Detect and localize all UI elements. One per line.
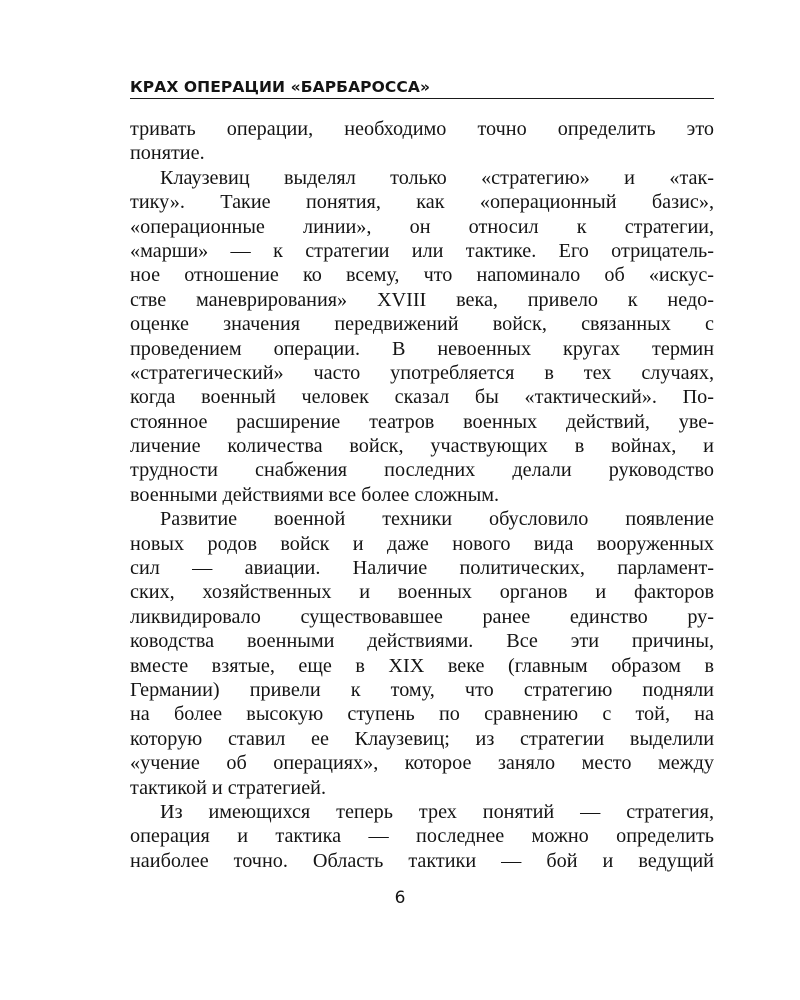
text-line: на более высокую ступень по сравнению с той, на bbox=[130, 703, 714, 726]
text-line: тику». Такие понятия, как «операционный базис», bbox=[130, 191, 714, 214]
text-line: тривать операции, необходимо точно определить это bbox=[130, 118, 714, 140]
text-line: личение количества войск, участвующих в войнах, и bbox=[130, 435, 714, 458]
text-line: тактикой и стратегией. bbox=[130, 776, 327, 799]
body-text bbox=[130, 117, 714, 873]
text-line: ликвидировало существовавшее ранее единство ру- bbox=[130, 605, 714, 628]
text-line: Развитие военной техники обусловило появление bbox=[160, 508, 714, 531]
text-line: «операционные линии», он относил к стратегии, bbox=[130, 215, 714, 238]
text-line: стве маневрирования» XVIII века, привело к недо- bbox=[130, 288, 714, 311]
text-line: ное отношение ко всему, что напоминало об «искус- bbox=[130, 264, 714, 287]
text-line: оценке значения передвижений войск, связанных с bbox=[130, 313, 714, 336]
text-line: новых родов войск и даже нового вида вооруженных bbox=[130, 532, 714, 555]
text-line: трудности снабжения последних делали руководство bbox=[130, 459, 714, 482]
text-line: сил — авиации. Наличие политических, парламент- bbox=[130, 557, 714, 580]
text-line: проведением операции. В невоенных кругах термин bbox=[130, 337, 714, 360]
text-line: «марши» — к стратегии или тактике. Его отрицатель- bbox=[130, 239, 714, 262]
paragraph bbox=[130, 117, 714, 166]
text-line: Клаузевиц выделял только «стратегию» и «так- bbox=[160, 166, 714, 189]
paragraph bbox=[130, 166, 714, 507]
text-line: Из имеющихся теперь трех понятий — стратегия, bbox=[160, 800, 714, 823]
text-line: когда военный человек сказал бы «тактический». По- bbox=[130, 386, 714, 409]
running-header: КРАХ ОПЕРАЦИИ «БАРБАРОССА» bbox=[130, 78, 431, 96]
page-number: 6 bbox=[394, 888, 406, 908]
paragraph bbox=[130, 507, 714, 800]
header-rule bbox=[130, 98, 714, 99]
text-line: которую ставил ее Клаузевиц; из стратегии выделили bbox=[130, 727, 714, 750]
paragraph bbox=[130, 800, 714, 873]
text-line: понятие. bbox=[130, 142, 205, 165]
text-line: стоянное расширение театров военных действий, уве- bbox=[130, 410, 714, 433]
text-line: операция и тактика — последнее можно определить bbox=[130, 825, 714, 848]
text-line: Германии) привели к тому, что стратегию подняли bbox=[130, 678, 714, 701]
text-line: ководства военными действиями. Все эти причины, bbox=[130, 630, 714, 653]
text-line: военными действиями все более сложным. bbox=[130, 483, 500, 506]
text-line: ских, хозяйственных и военных органов и факторов bbox=[130, 581, 714, 604]
text-line: «учение об операциях», которое заняло место между bbox=[130, 752, 714, 775]
text-line: вместе взятые, еще в XIX веке (главным образом в bbox=[130, 654, 714, 677]
text-line: наиболее точно. Область тактики — бой и ведущий bbox=[130, 849, 714, 872]
text-line: «стратегический» часто употребляется в тех случаях, bbox=[130, 361, 714, 384]
